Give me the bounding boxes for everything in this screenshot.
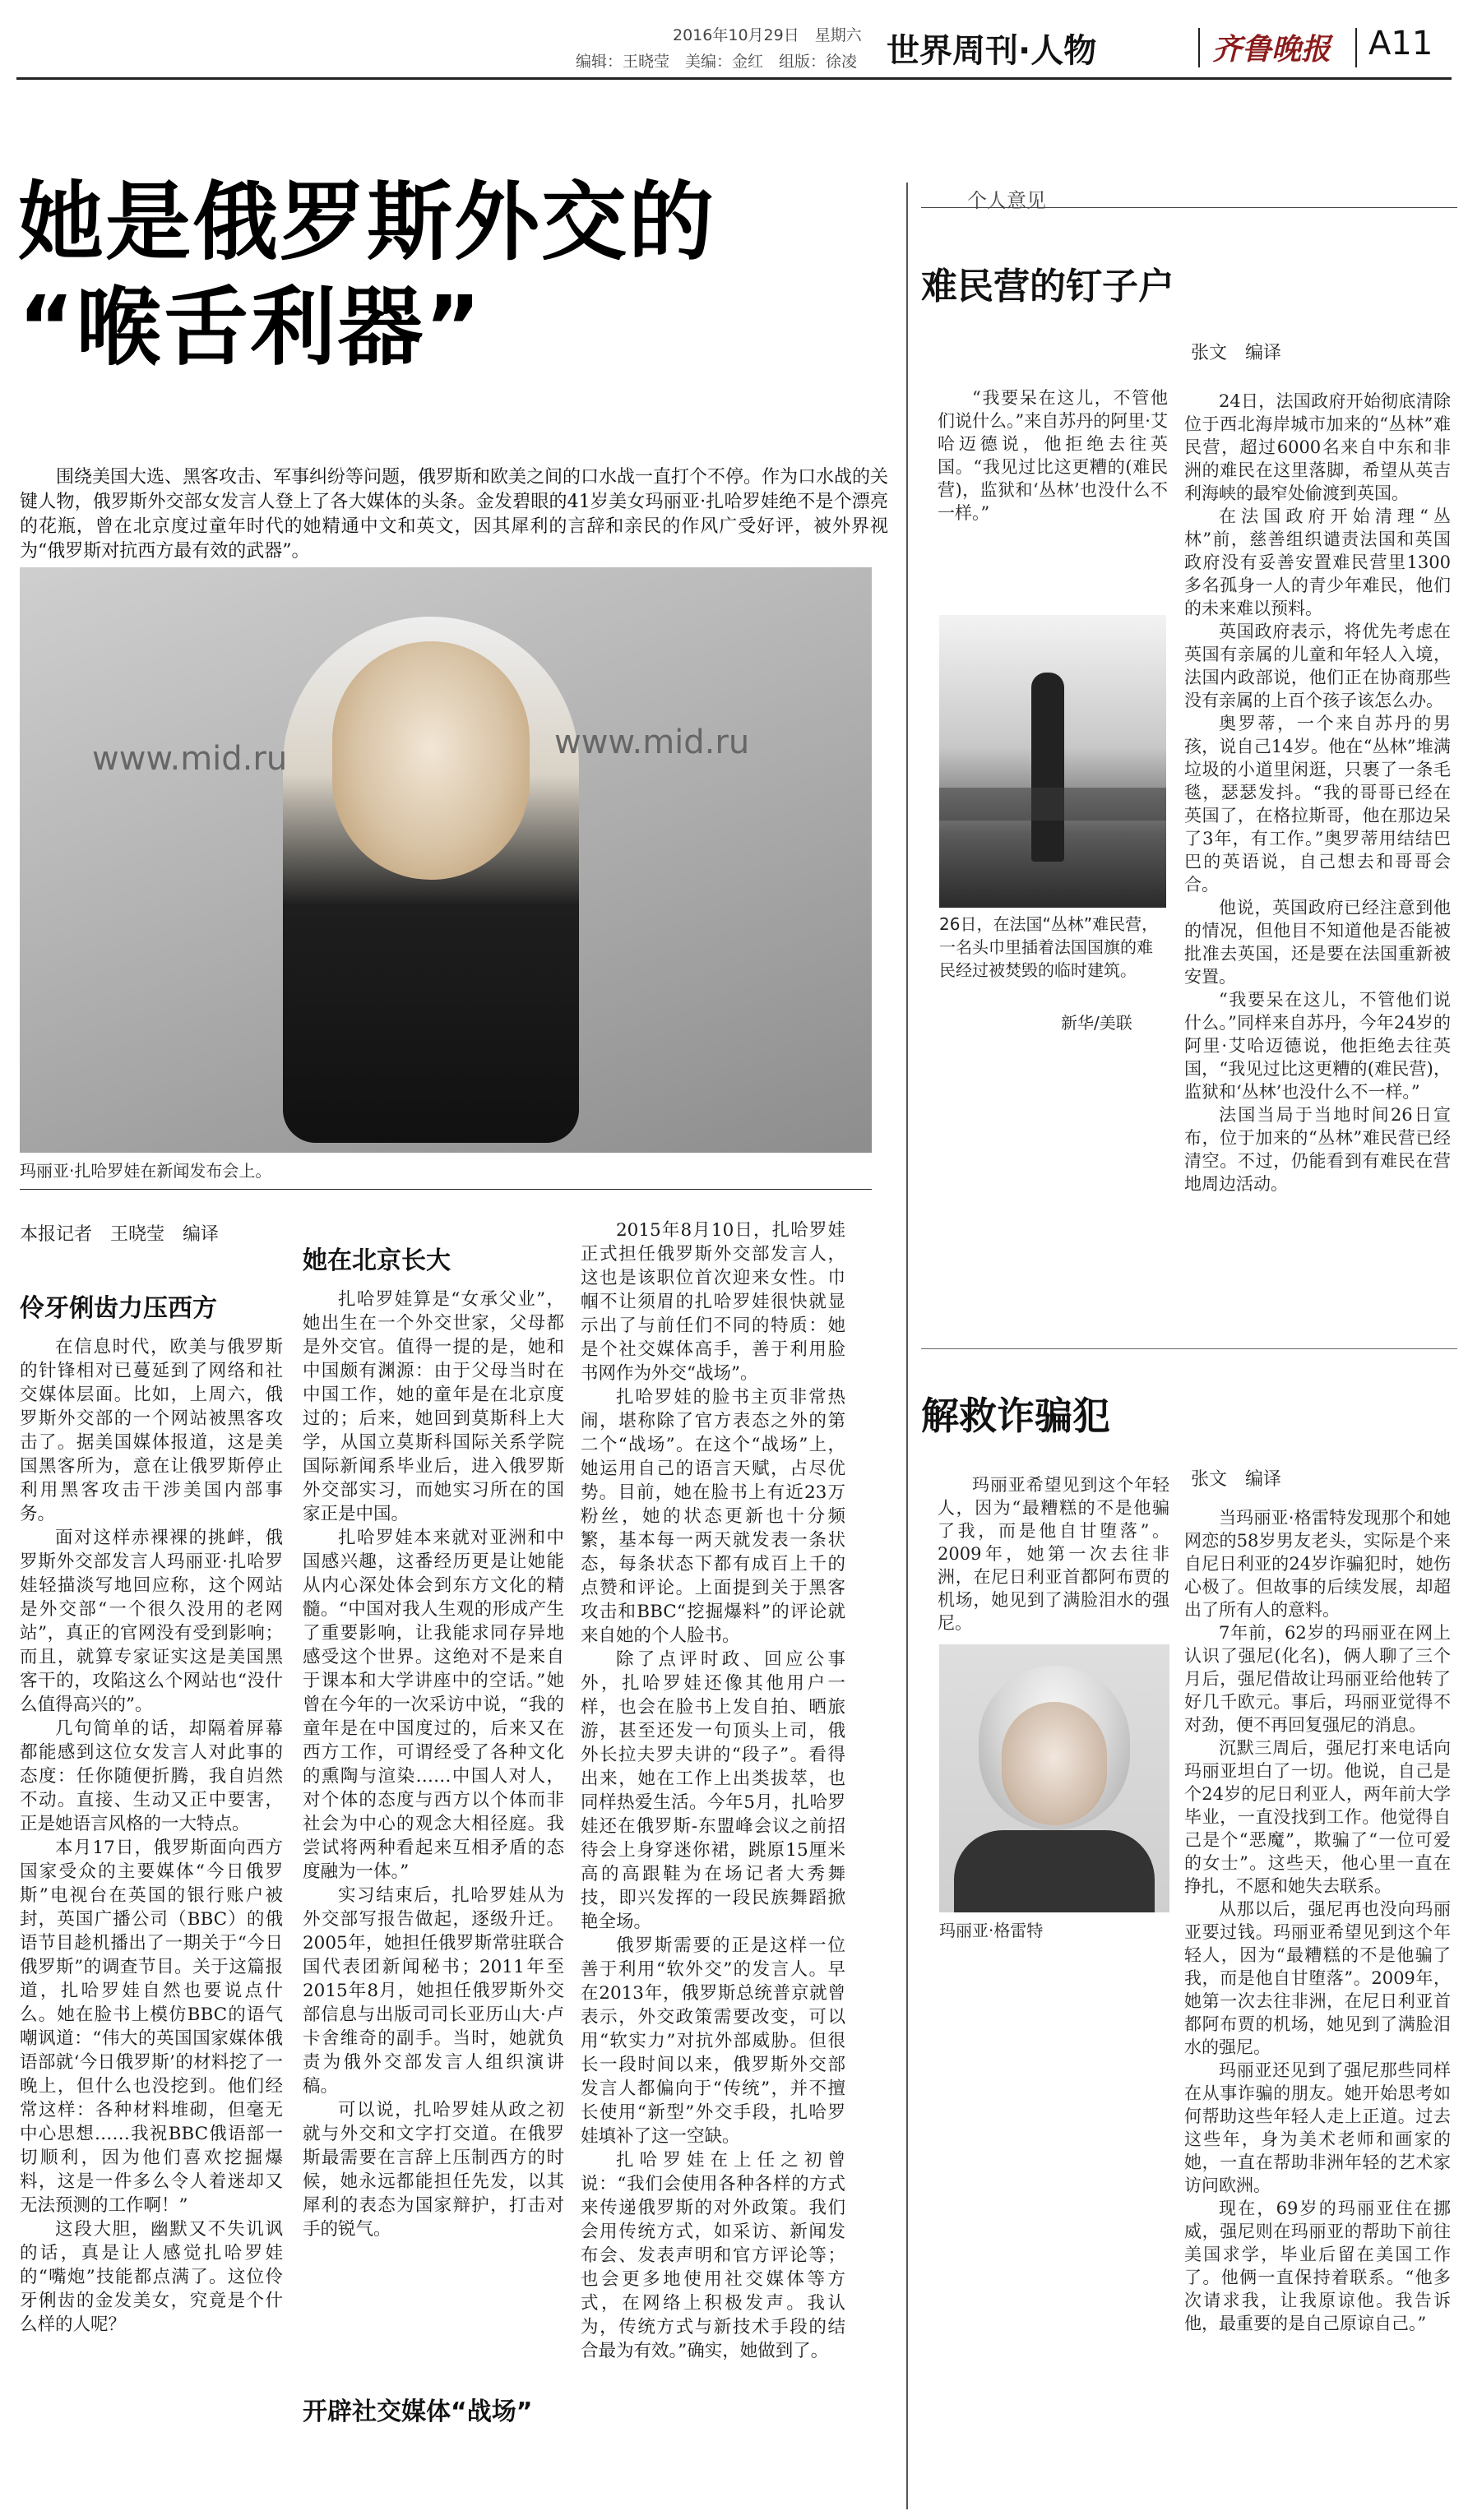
col3-paragraph: 除了点评时政、回应公事外，扎哈罗娃还像其他用户一样，也会在脸书上发自拍、晒旅游，甚至还发一句顶头上司，俄外长拉夫罗夫讲的“段子”。看得出来，她在工作上出类拔萃，也同样热爱生活。今年5月，扎哈罗娃还在俄罗斯-东盟峰会议之前招待会上身穿迷你裙，跳原15厘米高的高跟鞋为在场记者大秀舞技，即兴发挥的一段民族舞蹈掀艳全场。 (581, 1649, 845, 1932)
side-story2-paragraph: 沉默三周后，强尼打来电话向玛丽亚坦白了一切。他说，自己是个24岁的尼日利亚人，两年前大学毕业，一直没找到工作。他觉得自己是个“恶魔”，欺骗了“一位可爱的女士”。这些天，他心里一直在挣扎，不愿和她失去联系。 (1184, 1738, 1451, 1896)
side-story1-photo (939, 615, 1166, 908)
side-story2-title: 解救诈骗犯 (921, 1394, 1110, 1438)
header-date: 2016年10月29日 星期六 (673, 26, 862, 44)
side-story1-title: 难民营的钉子户 (921, 266, 1174, 307)
col1-paragraph: 几句简单的话，却隔着屏幕都能感到这位女发言人对此事的态度：任你随便折腾，我自岿然不动。直接、生动又正中要害，正是她语言风格的一大特点。 (20, 1718, 283, 1834)
side-story1-paragraph: “我要呆在这儿，不管他们说什么。”同样来自苏丹，今年24岁的阿里·艾哈迈德说，他拒绝去往英国，“我见过比这更糟的(难民营)，监狱和‘丛林’也没什么不一样。” (1184, 990, 1451, 1102)
side-story2-paragraph: 当玛丽亚·格雷特发现那个和她网恋的58岁男友老头，实际是个来自尼日利亚的24岁诈骗犯时，她伤心极了。但故事的后续发展，却超出了所有人的意料。 (1184, 1508, 1451, 1620)
col3-paragraph: 扎哈罗娃在上任之初曾说：“我们会使用各种各样的方式来传递俄罗斯的对外政策。我们会用传统方式，如采访、新闻发布会、发表声明和官方评论等；也会更多地使用社交媒体等方式，在网络上积极发声。我认为，传统方式与新技术手段的结合最为有效。”确实，她做到了。 (581, 2150, 845, 2361)
col1-paragraph: 在信息时代，欧美与俄罗斯的针锋相对已蔓延到了网络和社交媒体层面。比如，上周六，俄罗斯外交部的一个网站被黑客攻击了。据美国媒体报道，这是美国黑客所为，意在让俄罗斯停止利用黑客攻击干涉美国内部事务。 (20, 1337, 283, 1524)
col1-subhead: 伶牙俐齿力压西方 (20, 1294, 217, 1323)
col2-paragraph: 扎哈罗娃本来就对亚洲和中国感兴趣，这番经历更是让她能从内心深处体会到东方文化的精髓。“中国对我人生观的形成产生了重要影响，让我能求同存异地感受这个世界。这绝对不是来自于课本和大学讲座中的空话。”她曾在今年的一次采访中说，“我的童年是在中国度过的，后来又在西方工作，可谓经受了各种文化的熏陶与渲染……中国人对人，对个体的态度与西方以个体而非社会为中心的观念大相径庭。我尝试将两种看起来互相矛盾的态度融为一体。” (303, 1528, 564, 1882)
col2-paragraph: 扎哈罗娃算是“女承父业”，她出生在一个外交世家，父母都是外交官。值得一提的是，她和中国颇有渊源：由于父母当时在中国工作，她的童年是在北京度过的；后来，她回到莫斯科上大学，从国立莫斯科国际关系学院国际新闻系毕业后，进入俄罗斯外交部实习，而她实习所在的国家正是中国。 (303, 1289, 564, 1524)
col2-paragraph: 可以说，扎哈罗娃从政之初就与外交和文字打交道。在俄罗斯最需要在言辞上压制西方的时候，她永远都能担任先发，以其犀利的表态为国家辩护，打击对手的锐气。 (303, 2100, 564, 2240)
col1-paragraph: 本月17日，俄罗斯面向西方国家受众的主要媒体“今日俄罗斯”电视台在英国的银行账户被封，英国广播公司（BBC）的俄语节目趁机播出了一期关于“今日俄罗斯”的调查节目。关于这篇报道，扎哈罗娃自然也要说点什么。她在脸书上模仿BBC的语气嘲讽道：“伟大的英国国家媒体俄语部就‘今日俄罗斯’的材料挖了一晚上，但什么也没挖到。他们经常这样：各种材料堆砌，但毫无中心思想……我祝BBC俄语部一切顺利，因为他们喜欢挖掘爆料，这是一件多么令人着迷却又无法预测的工作啊！” (20, 1838, 283, 2216)
side-story2-byline: 张文 编译 (1191, 1469, 1282, 1490)
side-story1-caption: 26日，在法国“丛林”难民营，一名头巾里插着法国国旗的难民经过被焚毁的临时建筑。 (939, 914, 1159, 980)
main-byline: 本报记者 王晓莹 编译 (20, 1224, 220, 1245)
side-story1-body (1184, 390, 1451, 1334)
side-label: 个人意见 (967, 189, 1046, 212)
side-story1-paragraph: 24日，法国政府开始彻底清除位于西北海岸城市加来的“丛林”难民营，超过6000名来自中东和非洲的难民在这里落脚，希望从英吉利海峡的最窄处偷渡到英国。 (1184, 391, 1451, 503)
side-story1-paragraph: 英国政府表示，将优先考虑在英国有亲属的儿童和年轻人入境，法国内政部说，他们正在协商那些没有亲属的上百个孩子该怎么办。 (1184, 622, 1451, 710)
col2-subhead: 她在北京长大 (303, 1246, 451, 1275)
col1-paragraph: 面对这样赤裸裸的挑衅，俄罗斯外交部发言人玛丽亚·扎哈罗娃轻描淡写地回应称，这个网站是外交部“一个很久没用的老网站”，真正的官网没有受到影响；而且，就算专家证实这是美国黑客干的，攻陷这么个网站也“没什么值得高兴的”。 (20, 1528, 283, 1715)
section-title: 世界周刊·人物 (887, 32, 1097, 70)
col1-body (20, 1335, 283, 2503)
main-title-line2: “喉舌利器” (18, 277, 483, 377)
col3-body (581, 1218, 845, 2508)
side-story2-photo (939, 1644, 1169, 1912)
col3-paragraph: 扎哈罗娃的脸书主页非常热闹，堪称除了官方表态之外的第二个“战场”。在这个“战场”上，她运用自己的语言天赋，占尽优势。目前，她在脸书上有近23万粉丝，她的状态更新也十分频繁，基本每一两天就发表一条状态，每条状态下都有成百上千的点赞和评论。上面提到关于黑客攻击和BBC“挖掘爆料”的评论就来自她的个人脸书。 (581, 1387, 845, 1646)
photo-backdrop-text-1: www.mid.ru (92, 740, 288, 778)
col3-paragraph: 2015年8月10日，扎哈罗娃正式担任俄罗斯外交部发言人，这也是该职位首次迎来女性。巾帼不让须眉的扎哈罗娃很快就显示出了与前任们不同的特质：她是个社交媒体高手，善于利用脸书网作为外交“战场”。 (581, 1220, 845, 1384)
col2-paragraph: 实习结束后，扎哈罗娃从为外交部写报告做起，逐级升迁。2005年，她担任俄罗斯常驻联合国代表团新闻秘书；2011年至2015年8月，她担任俄罗斯外交部信息与出版司司长亚历山大·卢卡舍维奇的副手。当时，她就负责为俄外交部发言人组织演讲稿。 (303, 1885, 564, 2097)
side-story2-caption: 玛丽亚·格雷特 (939, 1921, 1044, 1940)
side-story1-pullquote: “我要呆在这儿，不管他们说什么。”来自苏丹的阿里·艾哈迈德说，他拒绝去往英国。“我见过比这更糟的(难民营)，监狱和‘丛林’也没什么不一样。” (938, 388, 1168, 523)
page-number: A11 (1368, 25, 1433, 62)
side-story1-paragraph: 奥罗蒂，一个来自苏丹的男孩，说自己14岁。他在“丛林”堆满垃圾的小道里闲逛，只裹了一条毛毯，瑟瑟发抖。“我的哥哥已经在英国了，在格拉斯哥，他在那边呆了3年，有工作。”奥罗蒂用结结巴巴的英语说，自己想去和哥哥会合。 (1184, 714, 1451, 895)
header-editors: 编辑：王晓莹 美编：金红 组版：徐凌 (576, 53, 858, 71)
main-photo (20, 567, 872, 1153)
col3-paragraph: 俄罗斯需要的正是这样一位善于利用“软外交”的发言人。早在2013年，俄罗斯总统普京就曾表示，外交政策需要改变，可以用“软实力”对抗外部威胁。但很长一段时间以来，俄罗斯外交部发言人都偏向于“传统”，并不擅长使用“新型”外交手段，扎哈罗娃填补了这一空缺。 (581, 1935, 845, 2147)
side-story2-body (1184, 1506, 1451, 2508)
side-story2-paragraph: 7年前，62岁的玛丽亚在网上认识了强尼(化名)，俩人聊了三个月后，强尼借故让玛丽亚给他转了好几千欧元。事后，玛丽亚觉得不对劲，便不再回复强尼的消息。 (1184, 1623, 1451, 1735)
side-story2-pullquote: 玛丽亚希望见到这个年轻人，因为“最糟糕的不是他骗了我，而是他自甘堕落”。2009年，她第一次去往非洲，在尼日利亚首都阿布贾的机场，她见到了满脸泪水的强尼。 (938, 1475, 1169, 1633)
side-story1-paragraph: 他说，英国政府已经注意到他的情况，但他目不知道他是否能被批准去英国，还是要在法国重新被安置。 (1184, 898, 1451, 987)
paper-logo: 齐鲁晚报 (1212, 32, 1331, 67)
side-story1-paragraph: 在法国政府开始清理“丛林”前，慈善组织谴责法国和英国政府没有妥善安置难民营里1300多名孤身一人的青少年难民，他们的未来难以预料。 (1184, 506, 1451, 618)
col2-body (303, 1288, 564, 2240)
main-title-line1: 她是俄罗斯外交的 (18, 172, 716, 272)
side-story2-paragraph: 现在，69岁的玛丽亚住在挪威，强尼则在玛丽亚的帮助下前往美国求学，毕业后留在美国工作了。他俩一直保持着联系。“他多次请求我，让我原谅他。我告诉他，最重要的是自己原谅自己。” (1184, 2199, 1451, 2333)
side-story2-paragraph: 玛丽亚还见到了强尼那些同样在从事诈骗的朋友。她开始思考如何帮助这些年轻人走上正道。过去这些年，身为美术老师和画家的她，一直在帮助非洲年轻的艺术家访问欧洲。 (1184, 2060, 1451, 2195)
col1-paragraph: 这段大胆，幽默又不失讥讽的话，真是让人感觉扎哈罗娃的“嘴炮”技能都点满了。这位伶牙俐齿的金发美女，究竟是个什么样的人呢？ (20, 2219, 283, 2335)
main-photo-caption: 玛丽亚·扎哈罗娃在新闻发布会上。 (20, 1161, 272, 1181)
side-story1-byline: 张文 编译 (1191, 343, 1282, 363)
side-story1-credit: 新华/美联 (1061, 1013, 1132, 1033)
photo-backdrop-text-2: www.mid.ru (554, 724, 750, 761)
col2-subhead-2: 开辟社交媒体“战场” (303, 2397, 533, 2426)
side-story2-paragraph: 从那以后，强尼再也没向玛丽亚要过钱。玛丽亚希望见到这个年轻人，因为“最糟糕的不是他骗了我，而是他自甘堕落”。2009年，她第一次去往非洲，在尼日利亚首都阿布贾的机场，她见到了满脸泪水的强尼。 (1184, 1899, 1451, 2057)
side-story1-paragraph: 法国当局于当地时间26日宣布，位于加来的“丛林”难民营已经清空。不过，仍能看到有难民在营地周边活动。 (1184, 1105, 1451, 1194)
lede: 围绕美国大选、黑客攻击、军事纠纷等问题，俄罗斯和欧美之间的口水战一直打个不停。作为口水战的关键人物，俄罗斯外交部女发言人登上了各大媒体的头条。金发碧眼的41岁美女玛丽亚·扎哈罗娃绝不是个漂亮的花瓶，曾在北京度过童年时代的她精通中文和英文，因其犀利的言辞和亲民的作风广受好评，被外界视为“俄罗斯对抗西方最有效的武器”。 (20, 467, 889, 562)
